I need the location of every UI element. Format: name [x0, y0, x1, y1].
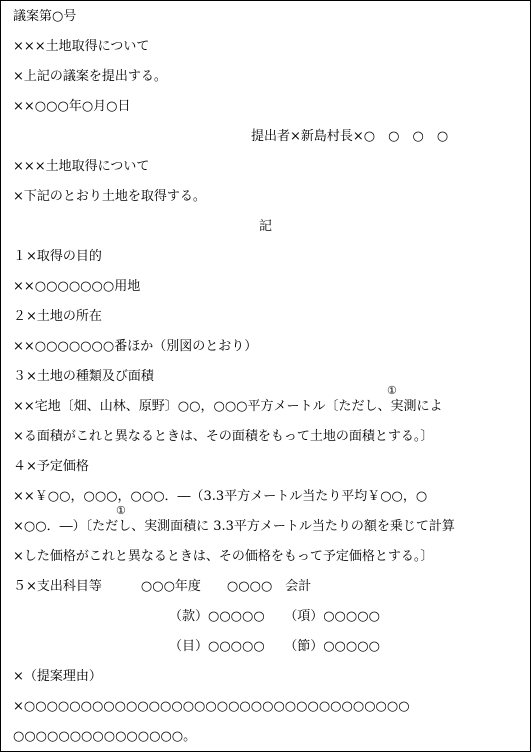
item5-heading: ５×支出科目等 ○○○年度 ○○○○ 会計	[13, 579, 312, 594]
reason-heading: ×（提案理由）	[13, 669, 102, 684]
submitter-line: 提出者×新島村長×○ ○ ○ ○	[251, 129, 449, 144]
bill-number: 議案第○号	[13, 9, 77, 24]
annotation-mark-1: ①	[387, 384, 397, 397]
item4-body-line-3: ×した価格がこれと異なるときは、その価格をもって予定価格とする。〕	[13, 549, 434, 564]
subject-line-2: ×××土地取得について	[13, 159, 150, 174]
date-line: ××○○○年○月○日	[13, 99, 131, 114]
item3-body-line-2: ×る面積がこれと異なるときは、その面積をもって土地の面積とする。〕	[13, 429, 434, 444]
item4-body-line-1: ××￥○○，○○○，○○○．―（3.3平方メートル当たり平均￥○○，○	[13, 489, 428, 504]
item1-heading: １×取得の目的	[13, 249, 102, 264]
item4-heading: ４×予定価格	[13, 459, 89, 474]
item2-body: ××○○○○○○○番ほか（別図のとおり）	[13, 339, 258, 354]
item1-body: ××○○○○○○○用地	[13, 279, 141, 294]
reason-body-line-1: ×○○○○○○○○○○○○○○○○○○○○○○○○○○○○○○○○○○	[13, 699, 410, 714]
item5-kan-kou: （款）○○○○○ （項）○○○○○	[169, 609, 380, 624]
subject-line-1: ×××土地取得について	[13, 39, 150, 54]
item3-heading: ３×土地の種類及び面積	[13, 369, 154, 384]
submit-line: ×上記の議案を提出する。	[13, 69, 167, 84]
annotation-mark-2: ①	[116, 504, 126, 517]
item5-moku-setsu: （目）○○○○○ （節）○○○○○	[169, 639, 380, 654]
reason-body-line-2: ○○○○○○○○○○○○○○○。	[13, 729, 197, 744]
item2-heading: ２×土地の所在	[13, 309, 102, 324]
item3-body-line-1: ××宅地〔畑、山林、原野〕○○，○○○平方メートル〔ただし、実測によ	[13, 399, 443, 414]
acquire-line: ×下記のとおり土地を取得する。	[13, 189, 206, 204]
ki-heading: 記	[258, 219, 272, 234]
item4-body-line-2: ×○○．―）〔ただし、実測面積に 3.3平方メートル当たりの額を乗じて計算	[13, 519, 455, 534]
